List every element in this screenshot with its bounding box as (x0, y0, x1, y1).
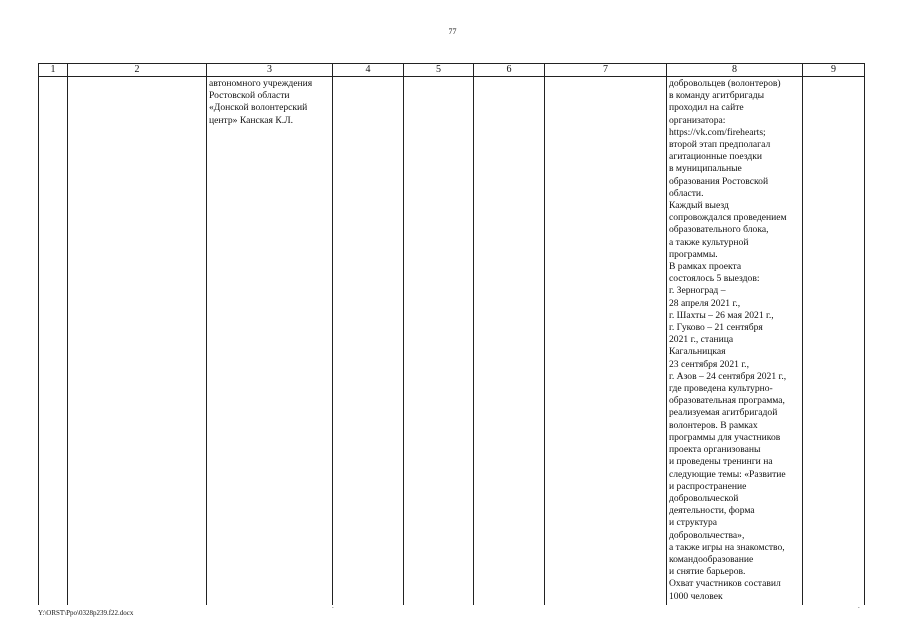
column-header-1: 1 (39, 64, 68, 77)
col3-text-line: «Донской волонтерский (209, 102, 308, 114)
cell-col-9 (803, 77, 865, 606)
col8-text-line: и снятие барьеров. (669, 566, 746, 578)
col8-text-line: сопровождался проведением (669, 212, 787, 224)
col8-text-line: добровольчества», (669, 529, 745, 541)
table-header-row (39, 64, 865, 77)
col8-text-line: образовательного блока, (669, 224, 769, 236)
col8-text-line: программы для участников (669, 431, 781, 443)
col8-text-line: проходил на сайте (669, 102, 744, 114)
col8-text-line: г. Азов – 24 сентября 2021 г., (669, 370, 787, 382)
cell-col-3 (207, 77, 333, 606)
column-header-2: 2 (68, 64, 207, 77)
col8-text-line: добровольцев (волонтеров) (669, 78, 781, 89)
column-header-5: 5 (404, 64, 474, 77)
col8-text-line: проекта организованы (669, 444, 761, 456)
col8-text-line: 1000 человек (669, 590, 723, 602)
col8-text-line: и проведены тренинги на (669, 456, 773, 468)
col3-text-line: автономного учреждения (209, 78, 313, 89)
col8-text-line: агитационные поездки (669, 151, 763, 163)
col8-text-line: второй этап предполагал (669, 139, 771, 151)
column-header-4: 4 (333, 64, 404, 77)
cell-col-6 (474, 77, 545, 606)
col8-text-line: деятельности, форма (669, 505, 755, 517)
col8-text-line: организатора: (669, 114, 726, 126)
cell-col-5 (404, 77, 474, 606)
col8-text-line: и распространение (669, 480, 747, 492)
cell-col-4 (333, 77, 404, 606)
col8-text-line: Каждый выезд (669, 200, 729, 212)
col8-text-line: добровольческой (669, 492, 739, 504)
edge-tick-mark: . (858, 602, 860, 610)
col8-text-line: https://vk.com/firehearts; (669, 126, 766, 138)
col8-text-line: где проведена культурно- (669, 383, 773, 395)
column-header-3: 3 (207, 64, 333, 77)
cell-col-7 (545, 77, 667, 606)
cell-col-8-text (667, 77, 802, 603)
col8-text-line: Кагальницкая (669, 346, 726, 358)
col8-text-line: состоялось 5 выездов: (669, 273, 760, 285)
col8-text-line: 28 апреля 2021 г., (669, 297, 741, 309)
col3-text-line: Ростовской области (209, 90, 290, 102)
col8-text-line: г. Шахты – 26 мая 2021 г., (669, 309, 774, 321)
cell-col-3-text (207, 77, 332, 127)
col8-text-line: и структура (669, 517, 718, 529)
col8-text-line: образовательная программа, (669, 395, 785, 407)
col8-text-line: области. (669, 187, 704, 199)
col8-text-line: командообразование (669, 553, 754, 565)
page-number: 77 (448, 27, 457, 36)
column-header-9: 9 (803, 64, 865, 77)
col8-text-line: следующие темы: «Развитие (669, 468, 786, 480)
col8-text-line: образования Ростовской (669, 175, 769, 187)
col8-text-line: Охват участников составил (669, 578, 781, 590)
cell-col-8 (667, 77, 803, 606)
col8-text-line: а также игры на знакомство, (669, 541, 785, 553)
table-row (39, 77, 865, 606)
col8-text-line: 2021 г., станица (669, 334, 734, 346)
cell-col-2 (68, 77, 207, 606)
column-header-8: 8 (667, 64, 803, 77)
column-header-7: 7 (545, 64, 667, 77)
col8-text-line: а также культурной (669, 236, 749, 248)
col8-text-line: в муниципальные (669, 163, 742, 175)
footer-file-path: Y:\ORST\Ppo\0328p239.f22.docx (38, 609, 134, 617)
edge-tick-mark: . (332, 602, 334, 610)
column-header-6: 6 (474, 64, 545, 77)
col8-text-line: программы. (669, 248, 718, 260)
col8-text-line: волонтеров. В рамках (669, 419, 758, 431)
col8-text-line: В рамках проекта (669, 261, 742, 273)
col3-text-line: центр» Канская К.Л. (209, 114, 294, 126)
document-table (38, 63, 865, 605)
col8-text-line: г. Гуково – 21 сентября (669, 322, 763, 334)
col8-text-line: реализуемая агитбригадой (669, 407, 778, 419)
cell-col-1 (39, 77, 68, 606)
col8-text-line: 23 сентября 2021 г., (669, 358, 749, 370)
col8-text-line: г. Зерноград – (669, 285, 726, 297)
col8-text-line: в команду агитбригады (669, 90, 765, 102)
